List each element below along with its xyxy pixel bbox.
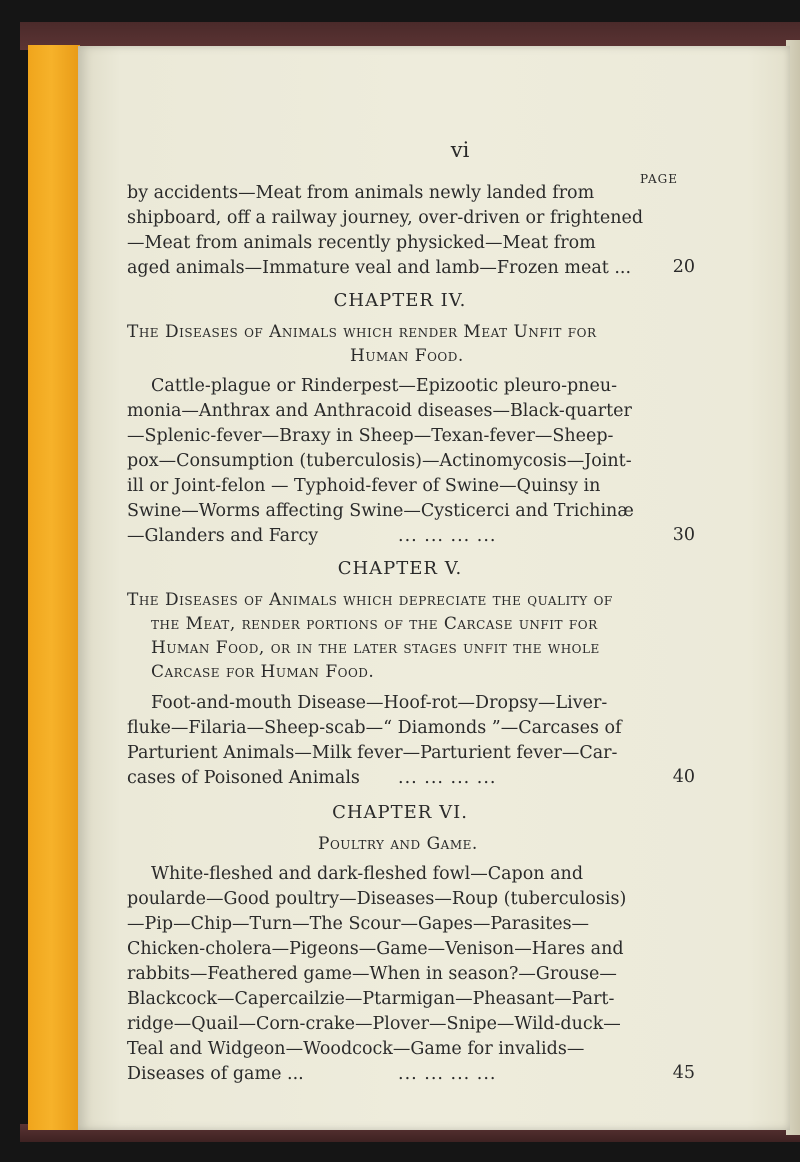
toc-line: Teal and Widgeon—Woodcock—Game for invalids—	[127, 1039, 585, 1059]
chapter-subtitle: Carcase for Human Food.	[151, 662, 375, 682]
toc-line: ill or Joint-felon — Typhoid-fever of Swine—Quinsy in	[127, 476, 601, 496]
toc-line: aged animals—Immature veal and lamb—Frozen meat ...	[127, 258, 632, 278]
toc-page-number: 20	[672, 257, 695, 277]
toc-line: —Glanders and Farcy	[127, 526, 319, 546]
toc-line: pox—Consumption (tuberculosis)—Actinomycosis—Joint-	[127, 451, 632, 471]
toc-line: monia—Anthrax and Anthracoid diseases—Black-quarter	[127, 401, 632, 421]
toc-line: Parturient Animals—Milk fever—Parturient fever—Car-	[127, 743, 618, 763]
toc-line: —Meat from animals recently physicked—Meat from	[127, 233, 596, 253]
toc-line: shipboard, off a railway journey, over-driven or frightened	[127, 208, 644, 228]
chapter-subtitle: The Diseases of Animals which render Meat Unfit for	[127, 322, 597, 342]
page-column-label: PAGE	[640, 172, 678, 186]
chapter-subtitle: Human Food, or in the later stages unfit the whole	[151, 638, 600, 658]
toc-leader-dots: ... ... ... ...	[398, 1064, 497, 1084]
chapter-subtitle: Poultry and Game.	[318, 834, 478, 854]
toc-line: Swine—Worms affecting Swine—Cysticerci and Trichinæ	[127, 501, 634, 521]
toc-line: Chicken-cholera—Pigeons—Game—Venison—Hares and	[127, 939, 624, 959]
chapter-heading: CHAPTER VI.	[332, 802, 468, 823]
chapter-subtitle: the Meat, render portions of the Carcase unfit for	[151, 614, 598, 634]
toc-line: —Pip—Chip—Turn—The Scour—Gapes—Parasites—	[127, 914, 590, 934]
chapter-heading: CHAPTER V.	[337, 558, 463, 579]
toc-line: White-fleshed and dark-fleshed fowl—Capon and	[151, 864, 584, 884]
toc-line: cases of Poisoned Animals	[127, 768, 360, 788]
toc-page-number: 30	[672, 525, 695, 545]
toc-line: —Splenic-fever—Braxy in Sheep—Texan-fever—Sheep-	[127, 426, 614, 446]
toc-line: Diseases of game ...	[127, 1064, 304, 1084]
page-number: vi	[450, 138, 470, 162]
toc-line: Blackcock—Capercailzie—Ptarmigan—Pheasant—Part-	[127, 989, 615, 1009]
toc-line: ridge—Quail—Corn-crake—Plover—Snipe—Wild-duck—	[127, 1014, 621, 1034]
toc-line: by accidents—Meat from animals newly landed from	[127, 183, 595, 203]
chapter-heading: CHAPTER IV.	[333, 290, 467, 311]
chapter-subtitle: Human Food.	[350, 346, 464, 366]
toc-line: Cattle-plague or Rinderpest—Epizootic pleuro-pneu-	[151, 376, 617, 396]
toc-line: poularde—Good poultry—Diseases—Roup (tuberculosis)	[127, 889, 627, 909]
toc-leader-dots: ... ... ... ...	[398, 526, 497, 546]
chapter-subtitle: The Diseases of Animals which depreciate the quality of	[127, 590, 613, 610]
toc-leader-dots: ... ... ... ...	[398, 768, 497, 788]
toc-page-number: 40	[672, 767, 695, 787]
toc-line: fluke—Filaria—Sheep-scab—“ Diamonds ”—Carcases of	[127, 718, 622, 738]
toc-line: Foot-and-mouth Disease—Hoof-rot—Dropsy—Liver-	[151, 693, 608, 713]
toc-line: rabbits—Feathered game—When in season?—Grouse—	[127, 964, 617, 984]
toc-page-number: 45	[672, 1063, 695, 1083]
